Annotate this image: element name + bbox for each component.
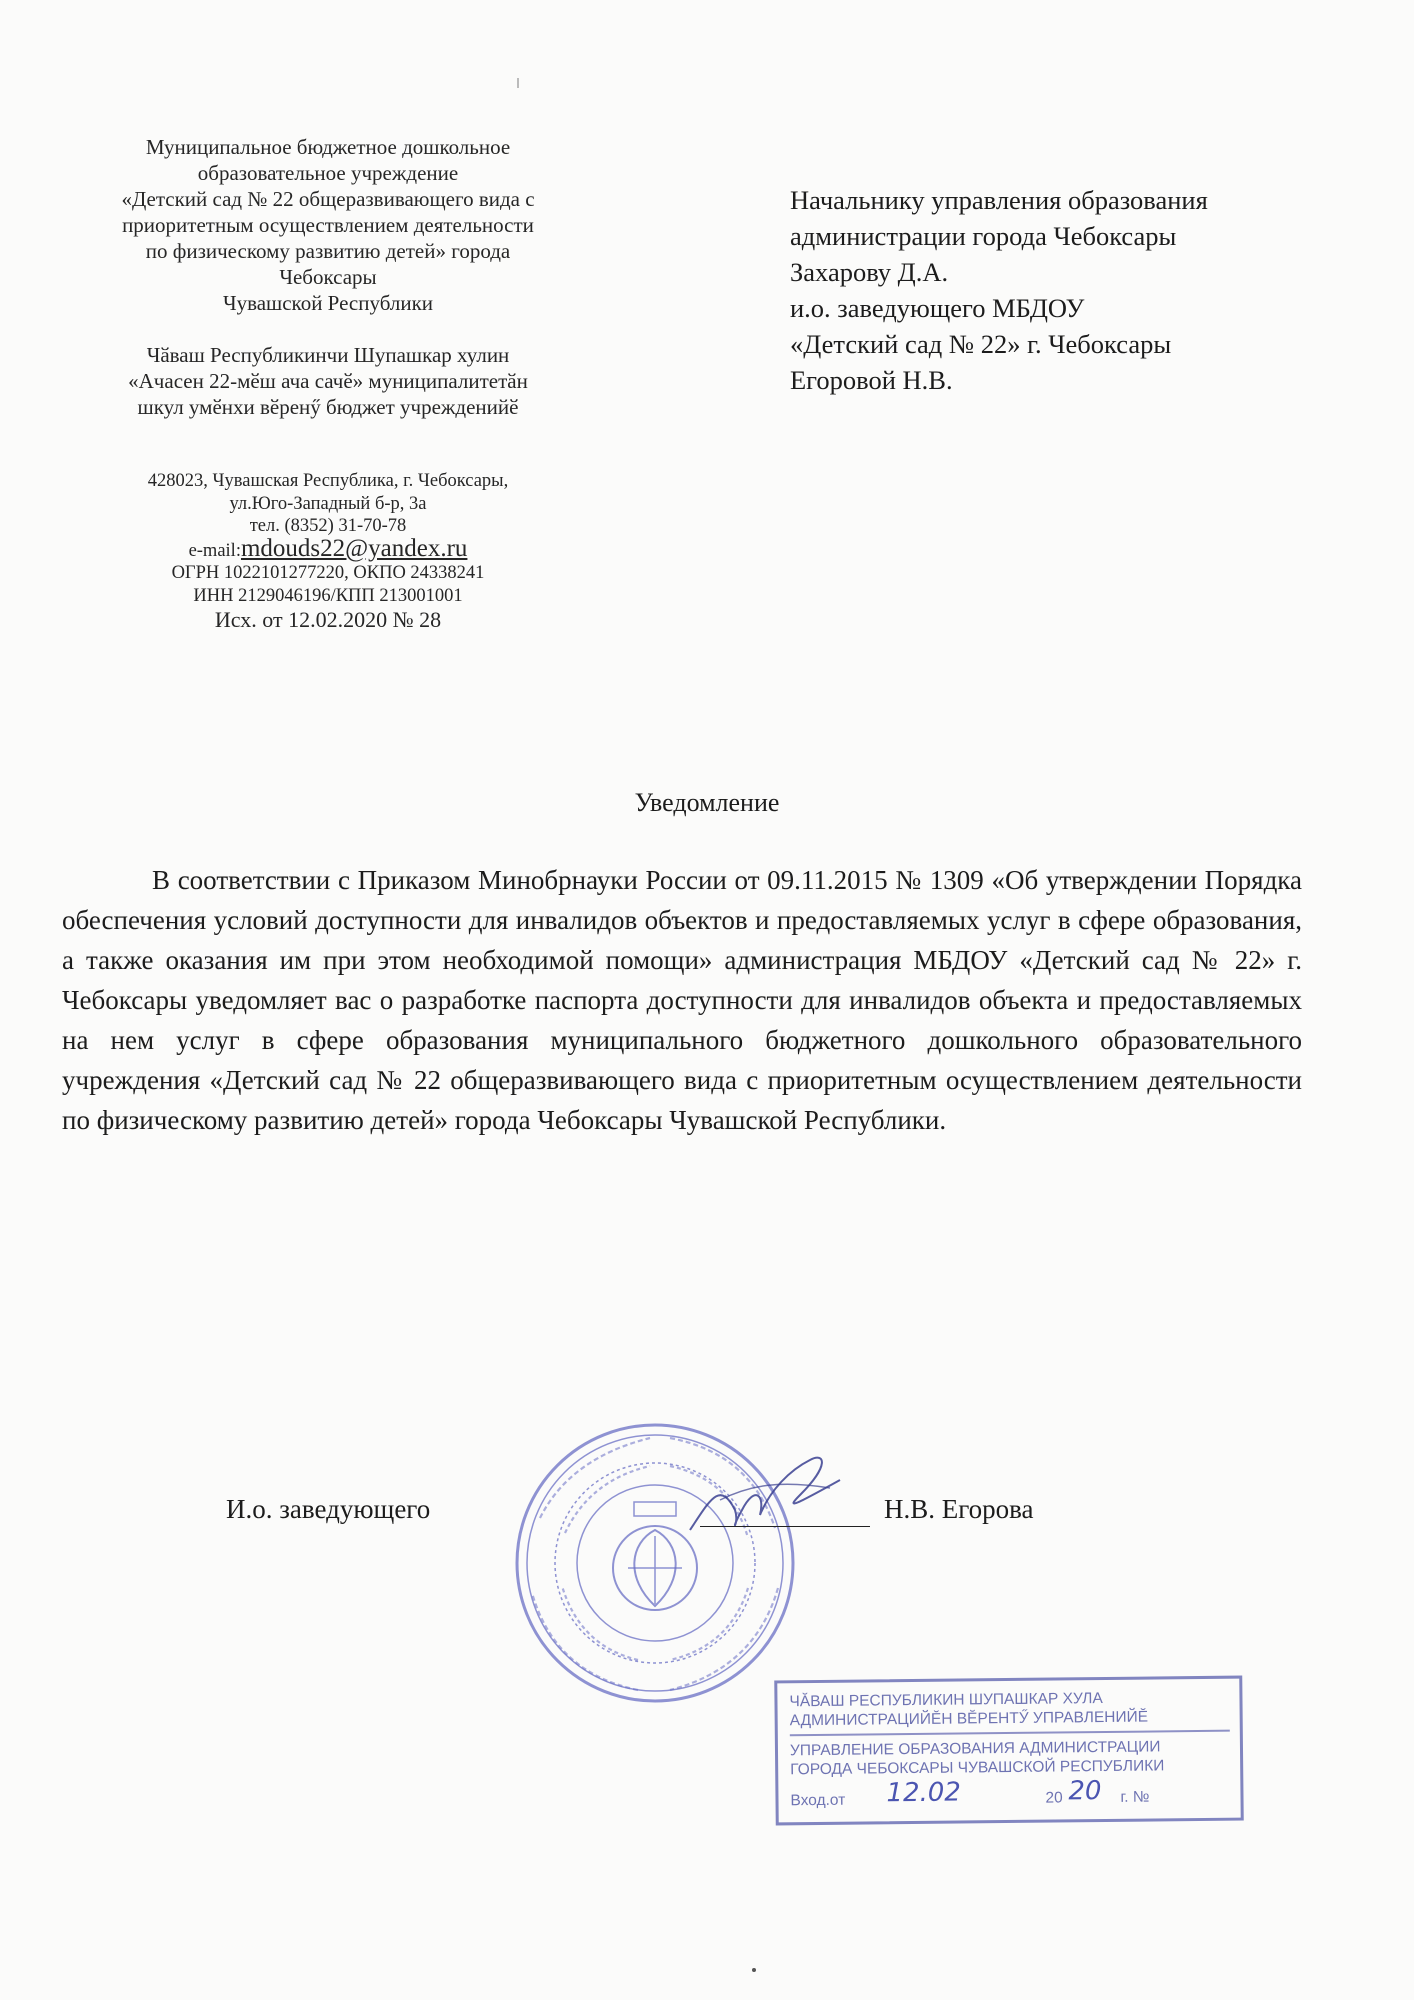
document-title: Уведомление <box>634 788 780 817</box>
stamp-line: АДМИНИСТРАЦИЙӖН ВӖРЕНТӲ УПРАВЛЕНИЙӖ <box>789 1708 1149 1730</box>
addressee-line: и.о. заведующего МБДОУ <box>790 293 1085 323</box>
sender-chuvash-line: «Ачасен 22-мӗш ача сачӗ» муниципалитетӑн <box>128 369 528 393</box>
signatory-name: Н.В. Егорова <box>884 1494 1034 1524</box>
stamp-line: ГОРОДА ЧЕБОКСАРЫ ЧУВАШСКОЙ РЕСПУБЛИКИ <box>790 1757 1165 1779</box>
email-row <box>78 534 578 563</box>
ogrn: ОГРН 1022101277220, ОКПО 24338241 <box>171 563 485 583</box>
stamp-incoming-label: Вход.от <box>790 1791 846 1810</box>
addressee-line: «Детский сад № 22» г. Чебоксары <box>790 329 1172 359</box>
addressee-block <box>790 182 1390 398</box>
sender-line: «Детский сад № 22 общеразвивающего вида с <box>121 187 535 211</box>
contacts-block <box>78 470 578 633</box>
stamp-incoming-date: 12.02 <box>886 1777 962 1809</box>
phone: тел. (8352) 31-70-78 <box>249 516 407 536</box>
stamp-line: УПРАВЛЕНИЕ ОБРАЗОВАНИЯ АДМИНИСТРАЦИИ <box>789 1738 1161 1760</box>
addressee-line: Начальнику управления образования <box>790 185 1208 215</box>
handwritten-signature-icon <box>680 1440 850 1560</box>
stamp-year-prefix: 20 <box>1045 1789 1063 1807</box>
scan-speck <box>517 78 519 88</box>
addressee-line: администрации города Чебоксары <box>790 221 1177 251</box>
outgoing-number: Исх. от 12.02.2020 № 28 <box>214 607 442 632</box>
document-body: В соответствии с Приказом Минобрнауки России от 09.11.2015 № 1309 «Об утверждении Порядка обеспечения условий доступности для инвалидов объектов и предоставляемых услуг в сфере образования, а также оказания им при этом необходимой помощи» администрация МБДОУ «Детский сад № 22» г. Чебоксары уведомляет вас о разработке паспорта доступности для инвалидов объекта и предоставляемых на нем услуг в сфере образования муниципального бюджетного дошкольного образовательного учреждения «Детский сад № 22 общеразвивающего вида с приоритетным осуществлением деятельности по физическому развитию детей» города Чебоксары Чувашской Республики. <box>62 865 1302 1135</box>
sender-chuvash-line: Чӑваш Республикинчи Шупашкар хулин <box>146 343 510 367</box>
email-link[interactable]: mdouds22@yandex.ru <box>240 534 468 562</box>
stamp-number-label: г. № <box>1120 1788 1150 1806</box>
address-line: 428023, Чувашская Республика, г. Чебоксары, <box>147 471 509 491</box>
sender-line: приоритетным осуществлением деятельности <box>122 213 534 237</box>
inn: ИНН 2129046196/КПП 213001001 <box>193 585 463 606</box>
registration-stamp <box>774 1676 1243 1826</box>
sender-line: Чувашской Республики <box>222 291 434 315</box>
address-line: ул.Юго-Западный б-р, 3а <box>229 493 427 514</box>
sender-line: Муниципальное бюджетное дошкольное <box>145 135 511 159</box>
sender-chuvash-line: шкул умӗнхи вӗренӳ бюджет учрежденийӗ <box>137 395 519 419</box>
email-label: e-mail: <box>188 540 241 561</box>
stamp-incoming-row <box>790 1776 1230 1818</box>
addressee-line: Захарову Д.А. <box>790 257 949 287</box>
sender-block <box>78 134 578 420</box>
signatory-role: И.о. заведующего <box>226 1494 431 1524</box>
addressee-line: Егоровой Н.В. <box>790 365 953 395</box>
sender-line: образовательное учреждение <box>197 161 459 185</box>
signature-line <box>700 1526 870 1527</box>
scan-speck <box>752 1968 756 1972</box>
stamp-year-suffix: 20 <box>1068 1776 1102 1807</box>
sender-line: по физическому развитию детей» города <box>145 239 511 263</box>
stamp-line: ЧӐВАШ РЕСПУБЛИКИН ШУПАШКАР ХУЛА <box>789 1690 1103 1711</box>
sender-line: Чебоксары <box>279 265 377 289</box>
